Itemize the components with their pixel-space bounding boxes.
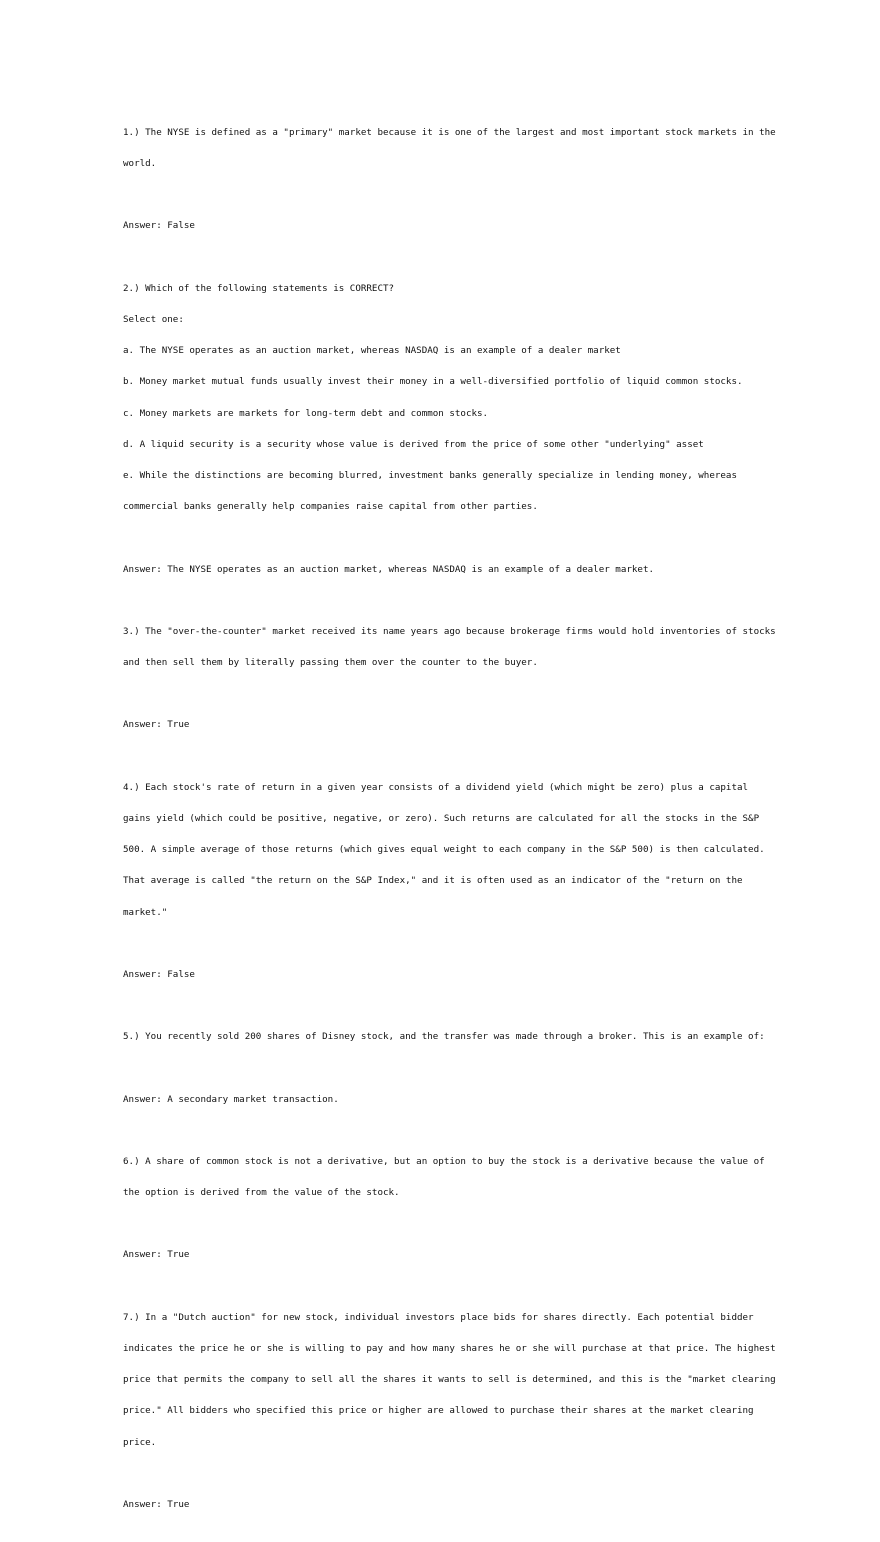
- answer-line: Answer: A secondary market transaction.: [123, 1093, 339, 1105]
- question-line: 3.) The "over-the-counter" market received its name years ago because brokerage firms would hold inventories of stocks: [123, 625, 776, 637]
- question-line: 500. A simple average of those returns (which gives equal weight to each company in the S&P 500) is then calculated.: [123, 844, 765, 856]
- option-line: e. While the distinctions are becoming blurred, investment banks generally specialize in lending money, whereas: [123, 470, 737, 481]
- question-1: [123, 107, 776, 190]
- question-line: indicates the price he or she is willing to pay and how many shares he or she will purchase at that price. The highest: [123, 1343, 776, 1355]
- question-line: That average is called "the return on the S&P Index," and it is often used as an indicator of the "return on the: [123, 875, 743, 887]
- question-3: [123, 606, 776, 689]
- question-line: 6.) A share of common stock is not a derivative, but an option to buy the stock is a derivative because the value of: [123, 1155, 765, 1167]
- question-line: 2.) Which of the following statements is CORRECT?: [123, 282, 395, 294]
- question-4: [123, 762, 763, 939]
- document-body: [123, 107, 776, 1542]
- option-line: c. Money markets are markets for long-term debt and common stocks.: [123, 407, 489, 419]
- answer-line: Answer: True: [123, 1499, 190, 1511]
- answer-7: [123, 1479, 763, 1531]
- question-line: Select one:: [123, 313, 184, 325]
- question-line: and then sell them by literally passing them over the counter to the buyer.: [123, 657, 538, 669]
- question-line: gains yield (which could be positive, negative, or zero). Such returns are calculated for all the stocks in the S&P: [123, 812, 760, 824]
- question-line: price." All bidders who specified this price or higher are allowed to purchase their shares at the market clearing: [123, 1405, 754, 1417]
- option-line: b. Money market mutual funds usually invest their money in a well-diversified portfolio of liquid common stocks.: [123, 376, 743, 388]
- answer-line: Answer: True: [123, 1249, 190, 1261]
- option-line: commercial banks generally help companies raise capital from other parties.: [123, 501, 538, 513]
- question-line: market.": [123, 906, 168, 918]
- question-line: price.: [123, 1436, 157, 1448]
- question-line: 1.) The NYSE is defined as a "primary" market because it is one of the largest and most important stock markets in the: [123, 126, 776, 138]
- option-line: a. The NYSE operates as an auction market, whereas NASDAQ is an example of a dealer market: [123, 345, 621, 357]
- answer-1: [123, 201, 763, 253]
- option-line: d. A liquid security is a security whose value is derived from the price of some other "underlying" asset: [123, 438, 704, 450]
- answer-6: [123, 1230, 763, 1282]
- answer-3: [123, 700, 763, 752]
- question-2: [123, 263, 763, 534]
- answer-5: [123, 1074, 763, 1126]
- answer-4: [123, 949, 763, 1001]
- question-line: 7.) In a "Dutch auction" for new stock, individual investors place bids for shares directly. Each potential bidder: [123, 1311, 754, 1323]
- question-line: the option is derived from the value of the stock.: [123, 1187, 400, 1199]
- answer-line: Answer: The NYSE operates as an auction market, whereas NASDAQ is an example of a dealer market.: [123, 563, 655, 575]
- answer-line: Answer: False: [123, 220, 195, 232]
- question-7: [123, 1292, 776, 1469]
- question-5: [123, 1011, 763, 1063]
- answer-line: Answer: False: [123, 968, 195, 980]
- answer-line: Answer: True: [123, 719, 190, 731]
- question-line: 4.) Each stock's rate of return in a given year consists of a dividend yield (which might be zero) plus a capital: [123, 781, 749, 793]
- question-6: [123, 1136, 763, 1219]
- question-line: price that permits the company to sell all the shares it wants to sell is determined, and this is the "market clearing: [123, 1374, 776, 1386]
- answer-2: [123, 544, 763, 596]
- question-line: world.: [123, 158, 157, 170]
- question-line: 5.) You recently sold 200 shares of Disney stock, and the transfer was made through a broker. This is an example of:: [123, 1031, 765, 1043]
